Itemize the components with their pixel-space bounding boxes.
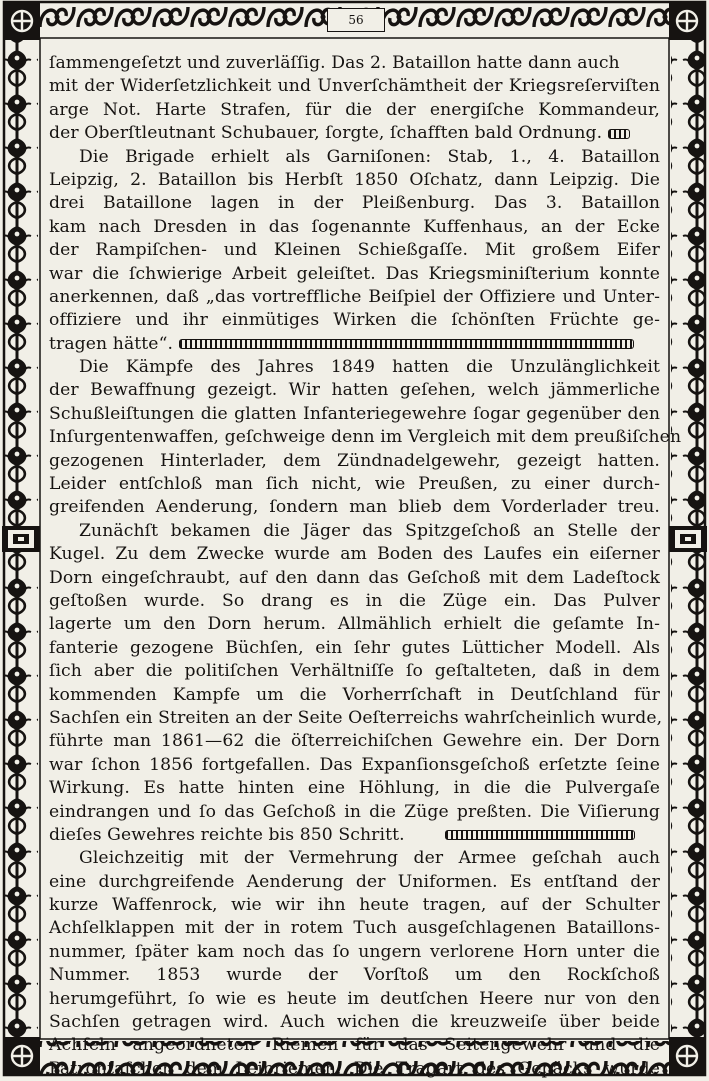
text-line: Schußleiſtungen die glatten Infanteriegewehre ſogar gegenüber den: [49, 403, 660, 424]
text-line: Gleichzeitig mit der Vermehrung der Armee geſchah auch: [79, 848, 660, 869]
text-line: ſammengeſetzt und zuverläſſig. Das 2. Bataillon hatte dann auch: [49, 53, 620, 73]
text-line: herumgeführt, ſo wie es heute im deutſchen Heere nur von den: [49, 988, 660, 1009]
text-line: Die Kämpfe des Jahres 1849 hatten die Unzulänglichkeit: [79, 357, 660, 378]
left-square-ornament: [2, 526, 40, 552]
text-line: lagerte um den Dorn herum. Allmählich erhielt die geſamte In-: [49, 614, 660, 635]
text-line: kurze Waffenrock, wie wir ihn heute tragen, auf der Schulter: [49, 895, 660, 916]
text-line: arge Not. Harte Strafen, für die der energiſche Kommandeur,: [49, 99, 660, 120]
line-filler-ornament: [445, 830, 635, 840]
text-line: Leipzig, 2. Bataillon bis Herbſt 1850 Oſchatz, dann Leipzig. Die: [49, 169, 660, 190]
text-line: Die Brigade erhielt als Garniſonen: Stab, 1., 4. Bataillon: [79, 146, 660, 167]
line-filler-ornament: [179, 339, 634, 349]
text-line: Achſeln angeordneten Riemen für das Seitengewehr und die: [49, 1035, 660, 1056]
text-line: mit der Widerſetzlichkeit und Unverſchämtheit der Kriegsreſerviſten: [49, 76, 660, 97]
text-line: ſich aber die politiſchen Verhältniſſe ſo geſtalteten, daß in dem: [49, 661, 660, 682]
text-line: Sachſen getragen wird. Auch wichen die kreuzweiſe über beide: [49, 1012, 660, 1033]
text-line: der Rampiſchen- und Kleinen Schießgaſſe. Mit großem Eifer: [49, 240, 660, 261]
text-line: kam nach Dresden in das ſogenannte Kuffenhaus, an der Ecke: [49, 216, 660, 237]
text-line: der Bewaffnung gezeigt. Wir hatten geſehen, welch jämmerliche: [49, 380, 660, 401]
text-line: Zunächſt bekamen die Jäger das Spitzgeſchoß an Stelle der: [79, 520, 660, 541]
text-line: Patrontaſchen dem Leibriemen. Die Tragart des Gepäcks wurde: [49, 1058, 660, 1079]
page-number: 56: [327, 8, 385, 32]
text-line: nummer, ſpäter kam noch das ſo ungern verlorene Horn unter die: [49, 941, 660, 962]
text-line: geſtoßen wurde. So drang es in die Züge ein. Das Pulver: [49, 590, 660, 611]
text-line: anerkennen, daß „das vortreffliche Beiſpiel der Offiziere und Unter-: [49, 286, 660, 307]
text-line: Inſurgentenwaffen, geſchweige denn im Vergleich mit dem preußiſchen: [49, 427, 682, 448]
text-line: war ſchon 1856 fortgefallen. Das Expanſionsgeſchoß erſetzte ſeine: [49, 754, 660, 775]
text-line: Dorn eingeſchraubt, auf den dann das Geſchoß mit dem Ladeſtock: [49, 567, 660, 588]
text-line: drei Bataillone lagen in der Pleißenburg. Das 3. Bataillon: [49, 193, 660, 214]
line-filler-ornament: [608, 129, 630, 139]
text-line: offiziere und ihr einmütiges Wirken die ſchönſten Früchte ge-: [49, 310, 660, 331]
text-line: dieſes Gewehres reichte bis 850 Schritt.: [49, 824, 660, 847]
text-line: Sachſen ein Streiten an der Seite Oeſterreichs wahrſcheinlich wurde,: [49, 707, 663, 728]
text-line: Nummer. 1853 wurde der Vorſtoß um den Rockſchoß: [49, 965, 660, 986]
text-line: greifenden Aenderung, ſondern man blieb dem Vorderlader treu.: [49, 497, 660, 518]
text-line: Achſelklappen mit der in rotem Tuch ausgeſchlagenen Bataillons-: [49, 918, 660, 939]
right-square-ornament: [669, 526, 707, 552]
text-line: eindrangen und ſo das Geſchoß in die Züge preßten. Die Viſierung: [49, 801, 660, 822]
body-text: [49, 52, 682, 1079]
text-line: Wirkung. Es hatte hinten eine Höhlung, in die die Pulvergaſe: [49, 778, 660, 799]
text-line: der Oberſtleutnant Schubauer, ſorgte, ſchafften bald Ordnung.: [49, 122, 660, 145]
text-line: Leider entſchloß man ſich nicht, wie Preußen, zu einer durch-: [49, 474, 660, 495]
text-line: führte man 1861—62 die öſterreichiſchen Gewehre ein. Der Dorn: [49, 731, 660, 752]
text-line: fanterie gezogene Büchſen, ein ſehr gutes Lütticher Modell. Als: [49, 637, 660, 658]
text-line: gezogenen Hinterlader, dem Zündnadelgewehr, gezeigt hatten.: [49, 450, 660, 471]
text-line: tragen hätte“.: [49, 333, 660, 356]
text-line: Kugel. Zu dem Zwecke wurde am Boden des Laufes ein eiſerner: [49, 544, 660, 565]
text-line: eine durchgreifende Aenderung der Uniformen. Es entſtand der: [49, 871, 660, 892]
text-line: kommenden Kampfe um die Vorherrſchaft in Deutſchland für: [49, 684, 660, 705]
text-line: war die ſchwierige Arbeit geleiſtet. Das Kriegsminiſterium konnte: [49, 263, 660, 284]
